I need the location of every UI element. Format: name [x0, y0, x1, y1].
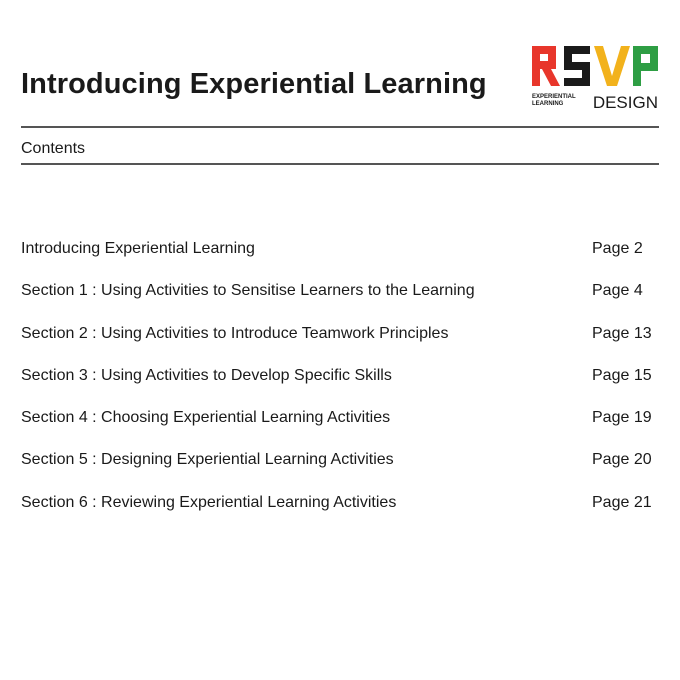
toc-entry-page: Page 19: [592, 409, 652, 427]
table-of-contents: [21, 240, 661, 536]
toc-entry-page: Page 13: [592, 324, 652, 342]
toc-entry: [21, 282, 661, 324]
logo-letter-s: [564, 46, 590, 86]
toc-entry-title: Introducing Experiential Learning: [21, 240, 255, 257]
rsvp-design-logo: [530, 44, 660, 112]
logo-word-design: DESIGN: [592, 93, 658, 112]
contents-heading: Contents: [21, 140, 86, 157]
toc-entry-page: Page 20: [592, 451, 652, 469]
toc-entry: [21, 494, 661, 536]
toc-entry-page: Page 21: [592, 493, 652, 511]
toc-entry-title: Section 1 : Using Activities to Sensitise Learners to the Learning: [21, 282, 475, 300]
toc-entry-title: Section 5 : Designing Experiential Learning Activities: [21, 451, 394, 469]
toc-entry-title: Section 6 : Reviewing Experiential Learning Activities: [21, 493, 397, 511]
toc-entry-title: Section 3 : Using Activities to Develop Specific Skills: [21, 366, 392, 384]
logo-tagline-line1: EXPERIENTIAL: [532, 94, 576, 100]
toc-entry: [21, 367, 661, 409]
toc-entry-page: Page 4: [592, 282, 643, 300]
toc-entry: [21, 240, 661, 282]
logo-letter-p: [633, 46, 658, 86]
toc-entry-title: Section 2 : Using Activities to Introduce Teamwork Principles: [21, 324, 449, 342]
header-divider: [21, 126, 659, 128]
page-title: Introducing Experiential Learning: [21, 68, 487, 100]
contents-divider: [21, 163, 659, 165]
logo-tagline-line2: LEARNING: [532, 101, 564, 107]
toc-entry-page: Page 2: [592, 240, 643, 257]
logo-letter-v: [594, 46, 630, 86]
logo-letter-r: [532, 46, 560, 86]
toc-entry: [21, 409, 661, 451]
toc-entry-page: Page 15: [592, 366, 652, 384]
toc-entry: [21, 325, 661, 367]
toc-entry-title: Section 4 : Choosing Experiential Learning Activities: [21, 409, 391, 427]
toc-entry: [21, 451, 661, 493]
